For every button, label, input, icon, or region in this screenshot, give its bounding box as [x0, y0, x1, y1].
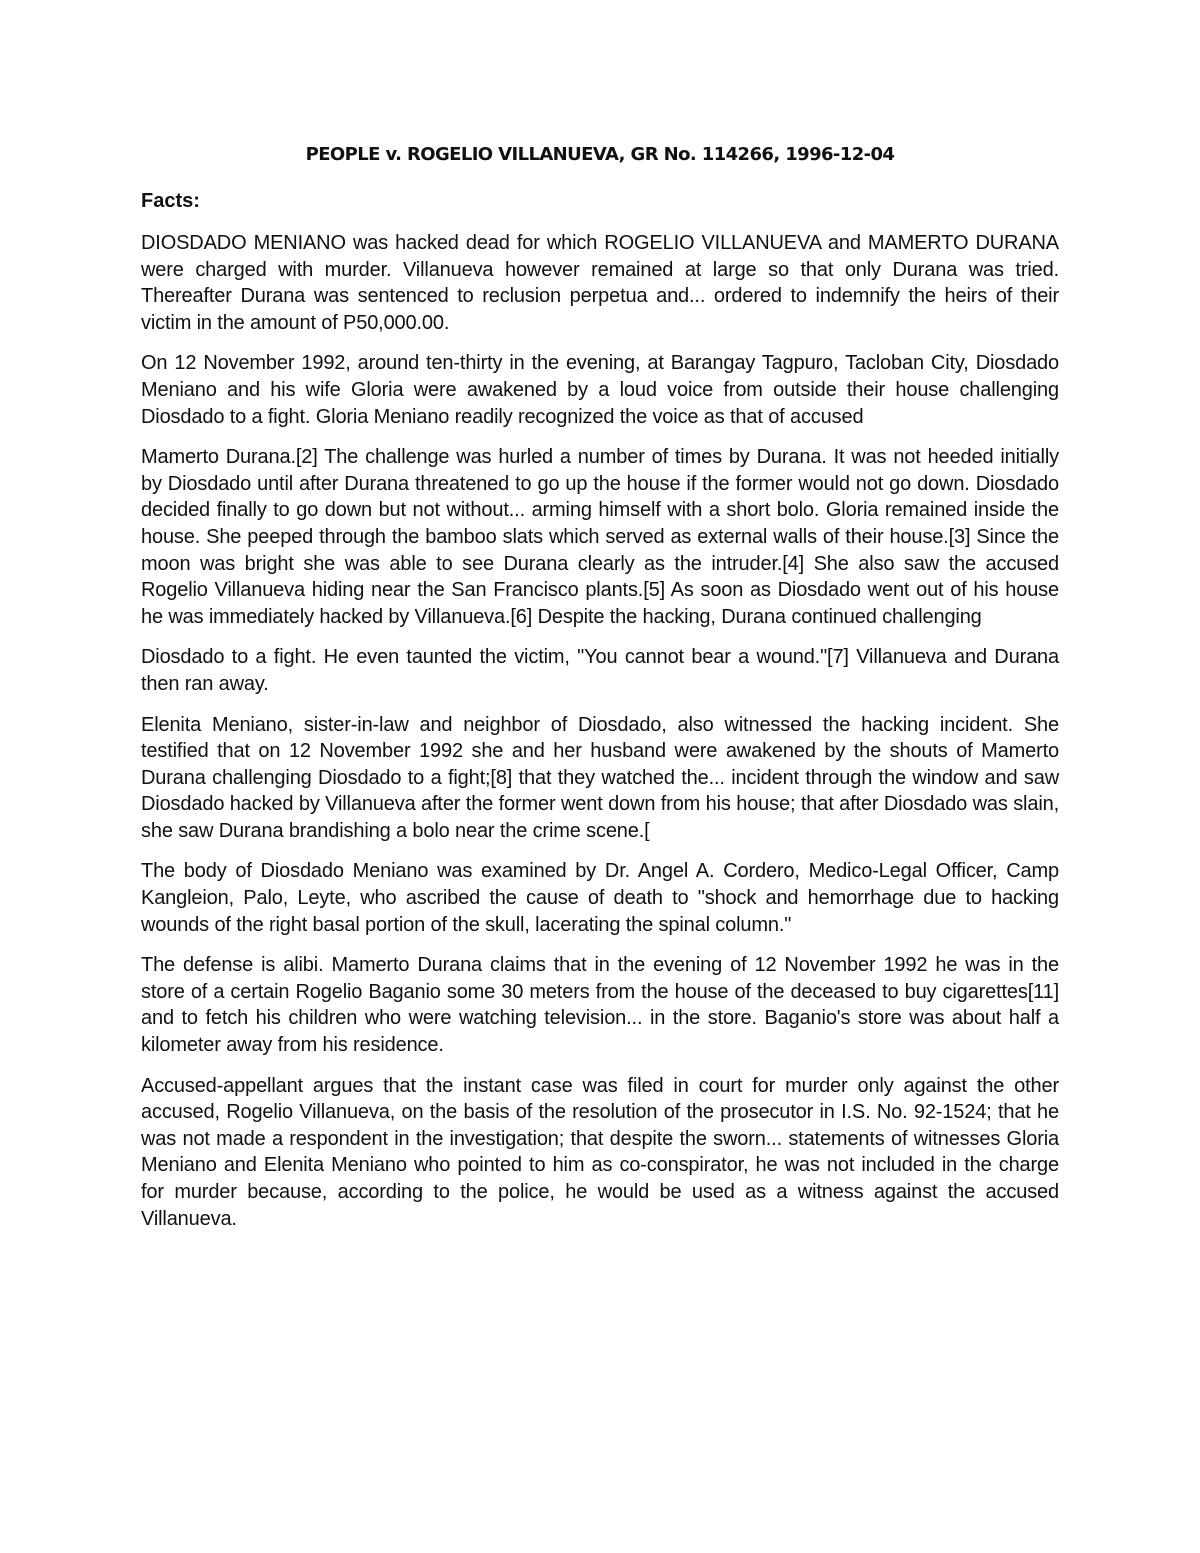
document-page [141, 138, 1059, 1246]
paragraph-7: The defense is alibi. Mamerto Durana claims that in the evening of 12 November 1992 he was in the store of a certain Rogelio Baganio some 30 meters from the house of the deceased to buy cigarettes[11] and to fetch his children who were watching television... in the store. Baganio's store was about half a kilometer away from his residence. [141, 954, 1059, 1057]
paragraph-2: On 12 November 1992, around ten-thirty in the evening, at Barangay Tagpuro, Tacloban City, Diosdado Meniano and his wife Gloria were awakened by a loud voice from outside their house challenging Diosdado to a fight. Gloria Meniano readily recognized the voice as that of accused [141, 352, 1059, 428]
paragraph-6: The body of Diosdado Meniano was examined by Dr. Angel A. Cordero, Medico-Legal Officer, Camp Kangleion, Palo, Leyte, who ascribed the cause of death to "shock and hemorrhage due to hacking wounds of the right basal portion of the skull, lacerating the spinal column." [141, 860, 1059, 936]
document-title: PEOPLE v. ROGELIO VILLANUEVA, GR No. 114266, 1996-12-04 [305, 144, 895, 165]
paragraph-3: Mamerto Durana.[2] The challenge was hurled a number of times by Durana. It was not heeded initially by Diosdado until after Durana threatened to go up the house if the former would not go down. Diosdado decided finally to go down but not without... arming himself with a short bolo. Gloria remained inside the house. She peeped through the bamboo slats which served as external walls of their house.[3] Since the moon was bright she was able to see Durana clearly as the intruder.[4] She also saw the accused Rogelio Villanueva hiding near the San Francisco plants.[5] As soon as Diosdado went out of his house he was immediately hacked by Villanueva.[6] Despite the hacking, Durana continued challenging [141, 446, 1059, 628]
paragraph-1: DIOSDADO MENIANO was hacked dead for which ROGELIO VILLANUEVA and MAMERTO DURANA were charged with murder. Villanueva however remained at large so that only Durana was tried. Thereafter Durana was sentenced to reclusion perpetua and... ordered to indemnify the heirs of their victim in the amount of P50,000.00. [141, 232, 1059, 334]
paragraph-8: Accused-appellant argues that the instant case was filed in court for murder only against the other accused, Rogelio Villanueva, on the basis of the resolution of the prosecutor in I.S. No. 92-1524; that he was not made a respondent in the investigation; that despite the sworn... statements of witnesses Gloria Meniano and Elenita Meniano who pointed to him as co-conspirator, he was not included in the charge for murder because, according to the police, he would be used as a witness against the accused Villanueva. [141, 1074, 1059, 1230]
section-heading-facts: Facts: [141, 190, 200, 212]
paragraph-5: Elenita Meniano, sister-in-law and neighbor of Diosdado, also witnessed the hacking incident. She testified that on 12 November 1992 she and her husband were awakened by the shouts of Mamerto Durana challenging Diosdado to a fight;[8] that they watched the... incident through the window and saw Diosdado hacked by Villanueva after the former went down from his house; that after Diosdado was slain, she saw Durana brandishing a bolo near the crime scene.[ [141, 713, 1059, 842]
paragraph-4: Diosdado to a fight. He even taunted the victim, "You cannot bear a wound."[7] Villanueva and Durana then ran away. [141, 646, 1059, 695]
